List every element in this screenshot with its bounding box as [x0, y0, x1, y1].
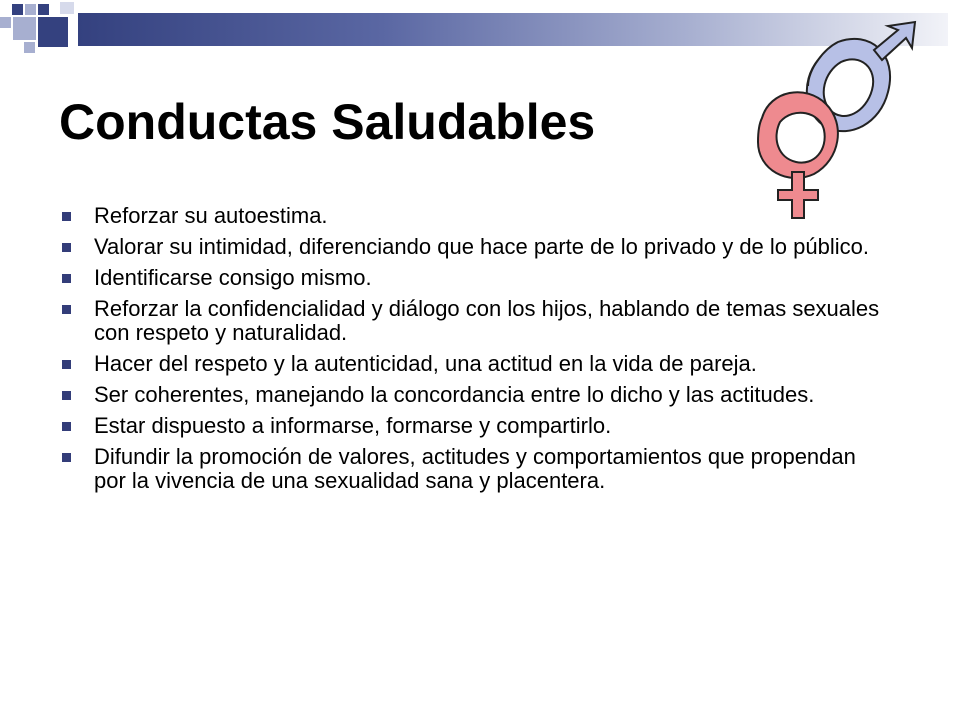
bullet-text: Ser coherentes, manejando la concordancia entre lo dicho y las actitudes. [94, 382, 815, 407]
bullet-text: Reforzar la confidencialidad y diálogo con los hijos, hablando de temas sexuales con respeto y naturalidad. [94, 296, 880, 345]
bullet-item [60, 266, 890, 290]
decor-square [60, 2, 74, 14]
bullet-item [60, 204, 890, 228]
bullet-item [60, 445, 890, 493]
square-bullet-icon [62, 391, 71, 400]
bullet-item [60, 297, 890, 345]
bullet-item [60, 383, 890, 407]
square-bullet-icon [62, 453, 71, 462]
bullet-text: Estar dispuesto a informarse, formarse y compartirlo. [94, 413, 612, 438]
bullet-list [60, 204, 890, 500]
square-bullet-icon [62, 274, 71, 283]
decor-square [24, 42, 35, 53]
bullet-item [60, 414, 890, 438]
bullet-text: Reforzar su autoestima. [94, 203, 328, 228]
decor-square [38, 17, 68, 47]
square-bullet-icon [62, 243, 71, 252]
slide-title: Conductas Saludables [59, 94, 596, 150]
square-bullet-icon [62, 305, 71, 314]
decor-square [12, 4, 23, 15]
male-female-symbols-icon [748, 20, 928, 230]
decor-square [38, 4, 49, 15]
bullet-text: Difundir la promoción de valores, actitudes y comportamientos que propendan por la vivencia de una sexualidad sana y placentera. [94, 444, 856, 493]
decor-square [0, 17, 11, 28]
bullet-item [60, 235, 890, 259]
square-bullet-icon [62, 212, 71, 221]
bullet-item [60, 352, 890, 376]
decor-square [25, 4, 36, 15]
decor-square [13, 17, 36, 40]
bullet-text: Valorar su intimidad, diferenciando que hace parte de lo privado y de lo público. [94, 234, 869, 259]
square-bullet-icon [62, 360, 71, 369]
square-bullet-icon [62, 422, 71, 431]
bullet-text: Identificarse consigo mismo. [94, 265, 372, 290]
bullet-text: Hacer del respeto y la autenticidad, una actitud en la vida de pareja. [94, 351, 757, 376]
